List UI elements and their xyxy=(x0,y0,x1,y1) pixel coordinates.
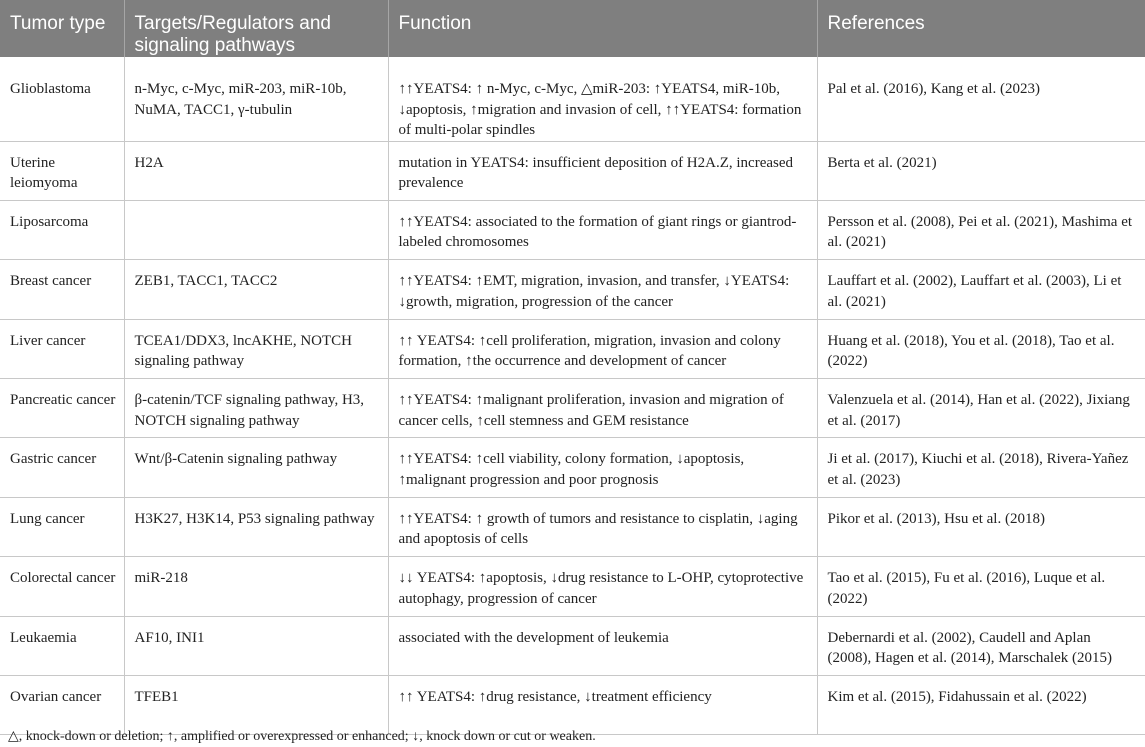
cell-tumor: Uterine leiomyoma xyxy=(0,141,124,200)
table-row xyxy=(0,616,1145,675)
table-row xyxy=(0,57,1145,141)
header-tumor-type: Tumor type xyxy=(0,0,124,57)
table-row xyxy=(0,141,1145,200)
cell-function: ↑↑YEATS4: ↑ n-Myc, c-Myc, △miR-203: ↑YEATS4, miR-10b, ↓apoptosis, ↑migration and invasion of cell, ↑↑YEATS4: formation of multi-polar spindles xyxy=(388,57,817,141)
table-row xyxy=(0,557,1145,616)
cell-tumor: Lung cancer xyxy=(0,497,124,556)
cell-tumor: Glioblastoma xyxy=(0,57,124,141)
cell-tumor: Gastric cancer xyxy=(0,438,124,497)
table-header-row xyxy=(0,0,1145,57)
cell-references: Valenzuela et al. (2014), Han et al. (2022), Jixiang et al. (2017) xyxy=(817,379,1145,438)
table-row xyxy=(0,319,1145,378)
cell-targets: H2A xyxy=(124,141,388,200)
cell-tumor: Colorectal cancer xyxy=(0,557,124,616)
cell-function: ↑↑YEATS4: ↑ growth of tumors and resistance to cisplatin, ↓aging and apoptosis of cells xyxy=(388,497,817,556)
cell-targets: TCEA1/DDX3, lncAKHE, NOTCH signaling pathway xyxy=(124,319,388,378)
cell-targets: Wnt/β-Catenin signaling pathway xyxy=(124,438,388,497)
cell-tumor: Pancreatic cancer xyxy=(0,379,124,438)
cell-references: Ji et al. (2017), Kiuchi et al. (2018), Rivera-Yañez et al. (2023) xyxy=(817,438,1145,497)
table-row xyxy=(0,676,1145,735)
cell-references: Kim et al. (2015), Fidahussain et al. (2022) xyxy=(817,676,1145,735)
cell-targets: ZEB1, TACC1, TACC2 xyxy=(124,260,388,319)
cell-references: Huang et al. (2018), You et al. (2018), Tao et al. (2022) xyxy=(817,319,1145,378)
header-references: References xyxy=(817,0,1145,57)
cell-targets: miR-218 xyxy=(124,557,388,616)
header-function: Function xyxy=(388,0,817,57)
cell-references: Persson et al. (2008), Pei et al. (2021), Mashima et al. (2021) xyxy=(817,200,1145,259)
cell-function: associated with the development of leukemia xyxy=(388,616,817,675)
cell-tumor: Ovarian cancer xyxy=(0,676,124,735)
cell-references: Pal et al. (2016), Kang et al. (2023) xyxy=(817,57,1145,141)
cell-targets: n-Myc, c-Myc, miR-203, miR-10b, NuMA, TACC1, γ-tubulin xyxy=(124,57,388,141)
table-row xyxy=(0,438,1145,497)
table-row xyxy=(0,497,1145,556)
table-footnote: △, knock-down or deletion; ↑, amplified or overexpressed or enhanced; ↓, knock down or cut or weaken. xyxy=(8,729,596,744)
cell-tumor: Leukaemia xyxy=(0,616,124,675)
header-targets: Targets/Regulators and signaling pathways xyxy=(124,0,388,57)
cell-references: Lauffart et al. (2002), Lauffart et al. (2003), Li et al. (2021) xyxy=(817,260,1145,319)
cell-tumor: Liver cancer xyxy=(0,319,124,378)
table-row xyxy=(0,200,1145,259)
cell-function: ↑↑YEATS4: ↑cell viability, colony formation, ↓apoptosis, ↑malignant progression and poor prognosis xyxy=(388,438,817,497)
cell-function: ↑↑ YEATS4: ↑drug resistance, ↓treatment efficiency xyxy=(388,676,817,735)
cell-targets xyxy=(124,200,388,259)
table-row xyxy=(0,260,1145,319)
cell-references: Tao et al. (2015), Fu et al. (2016), Luque et al. (2022) xyxy=(817,557,1145,616)
cell-references: Debernardi et al. (2002), Caudell and Aplan (2008), Hagen et al. (2014), Marschalek (2015) xyxy=(817,616,1145,675)
cell-targets: TFEB1 xyxy=(124,676,388,735)
cell-tumor: Liposarcoma xyxy=(0,200,124,259)
cell-function: ↑↑ YEATS4: ↑cell proliferation, migration, invasion and colony formation, ↑the occurrence and development of cancer xyxy=(388,319,817,378)
cell-targets: AF10, INI1 xyxy=(124,616,388,675)
cell-function: mutation in YEATS4: insufficient deposition of H2A.Z, increased prevalence xyxy=(388,141,817,200)
cell-targets: β-catenin/TCF signaling pathway, H3, NOTCH signaling pathway xyxy=(124,379,388,438)
cell-references: Pikor et al. (2013), Hsu et al. (2018) xyxy=(817,497,1145,556)
cell-function: ↑↑YEATS4: ↑EMT, migration, invasion, and transfer, ↓YEATS4: ↓growth, migration, progression of the cancer xyxy=(388,260,817,319)
cell-function: ↓↓ YEATS4: ↑apoptosis, ↓drug resistance to L-OHP, cytoprotective autophagy, progression of cancer xyxy=(388,557,817,616)
cell-tumor: Breast cancer xyxy=(0,260,124,319)
cell-targets: H3K27, H3K14, P53 signaling pathway xyxy=(124,497,388,556)
cell-function: ↑↑YEATS4: ↑malignant proliferation, invasion and migration of cancer cells, ↑cell stemness and GEM resistance xyxy=(388,379,817,438)
table-row xyxy=(0,379,1145,438)
cell-function: ↑↑YEATS4: associated to the formation of giant rings or giantrod-labeled chromosomes xyxy=(388,200,817,259)
cell-references: Berta et al. (2021) xyxy=(817,141,1145,200)
